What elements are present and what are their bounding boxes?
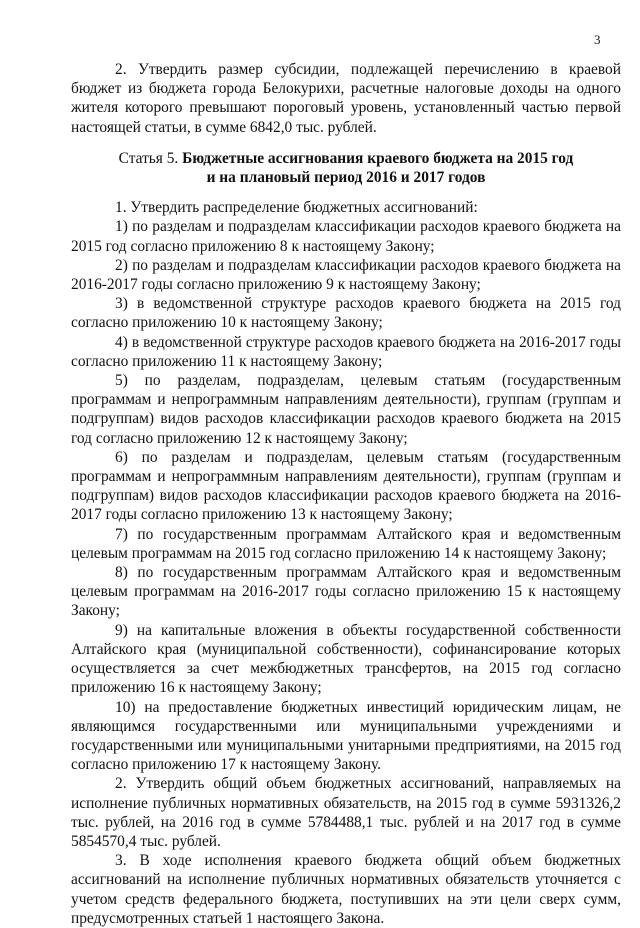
paragraph-item: 9) на капитальные вложения в объекты государственной собственности Алтайского края (муниципальной собственности), софинансирование которых осуществляется за счет межбюджетных трансфертов, на 2015 год согласно приложению 16 к настоящему Закону; [71,621,621,697]
paragraph-item: 7) по государственным программам Алтайского края и ведомственным целевым программам на 2015 год согласно приложению 14 к настоящему Закону; [71,525,621,562]
paragraph-item: 2. Утвердить общий объем бюджетных ассигнований, направляемых на исполнение публичных нормативных обязательств, на 2015 год в сумме 5931326,2 тыс. рублей, на 2016 год в сумме 5784488,1 тыс. рублей и на 2017 год в сумме 5854570,4 тыс. рублей. [71,775,621,850]
page-number: 3 [594,32,601,47]
article-heading-line-1 [71,149,621,168]
paragraph-item: 10) на предоставление бюджетных инвестиций юридическим лицам, не являющимся государственными или муниципальными учреждениями и государственными или муниципальными унитарными предприятиями, на 2015 год согласно приложению 17 к настоящему Закону. [71,698,621,774]
article-heading [71,149,621,187]
paragraph-item: 8) по государственным программам Алтайского края и ведомственным целевым программам на 2016-2017 годы согласно приложению 15 к настоящему Закону; [71,564,621,620]
paragraph-item: 5) по разделам, подразделам, целевым статьям (государственным программам и непрограммным направлениям деятельности), группам (группам и подгруппам) видов расходов классификации расходов краевого бюджета на 2015 год согласно приложению 12 к настоящему Закону; [71,372,621,447]
paragraph-item: 1) по разделам и подразделам классификации расходов краевого бюджета на 2015 год согласно приложению 8 к настоящему Закону; [71,218,621,255]
document-body [71,60,621,928]
paragraph-item: 1. Утвердить распределение бюджетных ассигнований: [115,199,478,217]
paragraph-subsidy: 2. Утвердить размер субсидии, подлежащей перечислению в краевой бюджет из бюджета города Белокурихи, расчетные налоговые доходы на одного жителя которого превышают пороговый уровень, установленный частью первой настоящей статьи, в сумме 6842,0 тыс. рублей. [71,61,621,136]
paragraph-item: 4) в ведомственной структуре расходов краевого бюджета на 2016-2017 годы согласно приложению 11 к настоящему Закону; [71,333,621,370]
paragraph-item: 3) в ведомственной структуре расходов краевого бюджета на 2015 год согласно приложению 10 к настоящему Закону; [71,295,621,332]
paragraph-item: 6) по разделам и подразделам, целевым статьям (государственным программам и непрограммным направлениям деятельности), группам (группам и подгруппам) видов расходов классификации расходов краевого бюджета на 2016-2017 годы согласно приложению 13 к настоящему Закону; [71,448,621,524]
article-title-line-2: и на плановый период 2016 и 2017 годов [206,169,486,187]
paragraph-item: 2) по разделам и подразделам классификации расходов краевого бюджета на 2016-2017 годы согласно приложению 9 к настоящему Закону; [71,256,621,294]
paragraph-item: 3. В ходе исполнения краевого бюджета общий объем бюджетных ассигнований на исполнение публичных нормативных обязательств уточняется с учетом средств федерального бюджета, поступивших на эти цели сверх сумм, предусмотренных статьей 1 настоящего Закона. [71,852,621,927]
article-prefix: Статья 5. [118,149,183,167]
article-title-line-1: Бюджетные ассигнования краевого бюджета на 2015 год [182,149,574,167]
